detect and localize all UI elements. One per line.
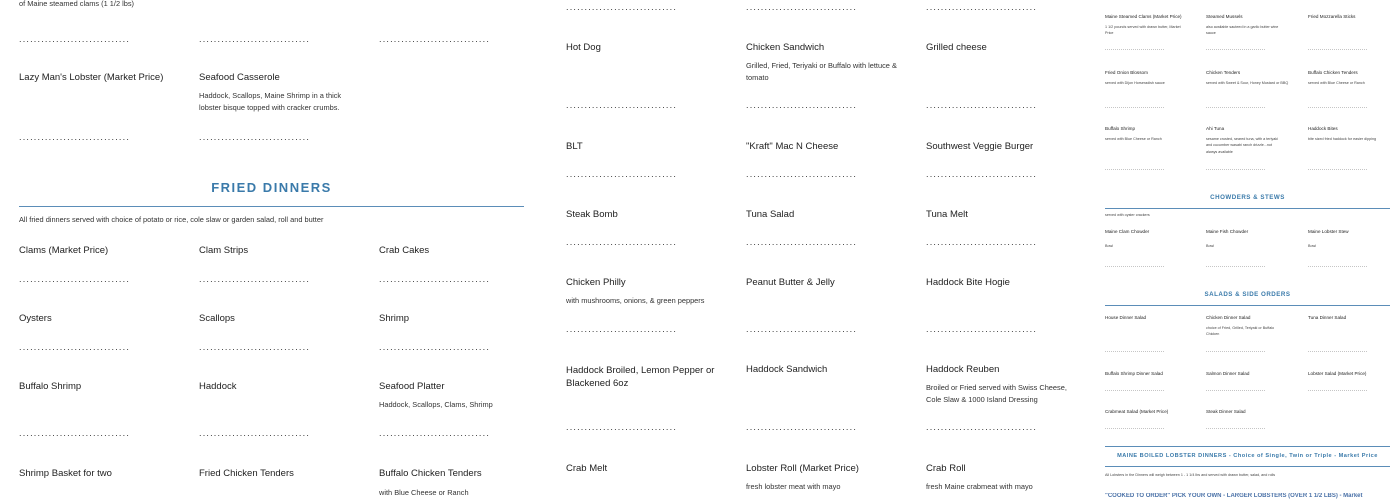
menu-item: Haddock Reuben [926, 364, 1000, 375]
menu-item: Ahi Tuna [1206, 126, 1225, 131]
menu-item-desc: served with Dijon Horseradish sauce [1105, 81, 1165, 85]
dot-leader: .............................. [19, 342, 131, 352]
menu-item: BLT [566, 141, 583, 152]
dot-leader: .............................. [926, 422, 1038, 432]
dot-leader: .............................. [1105, 425, 1165, 431]
menu-item-desc: served with Blue Cheese or Ranch [1308, 81, 1365, 85]
menu-item: Maine Lobster Stew [1308, 229, 1349, 234]
menu-item: Hot Dog [566, 42, 601, 53]
dot-leader: .............................. [926, 169, 1038, 179]
menu-item: Chicken Tenders [1206, 70, 1241, 75]
dot-leader: .............................. [1206, 104, 1266, 110]
dot-leader: .............................. [926, 100, 1038, 110]
section-rule [1105, 466, 1390, 467]
dot-leader: .............................. [379, 274, 491, 284]
menu-item: Crab Roll [926, 463, 966, 474]
section-desc: All Lobsters in the Dinners will weigh between 1 - 1 1/4 lbs and served with drawn butter, salad, and rolls [1105, 473, 1276, 477]
menu-item: Buffalo Shrimp Dinner Salad [1105, 371, 1163, 376]
dot-leader: .............................. [746, 324, 858, 334]
dot-leader: .............................. [379, 428, 491, 438]
section-desc: served with oyster crackers [1105, 213, 1150, 217]
dot-leader: .............................. [566, 422, 678, 432]
menu-item-desc: fresh Maine crabmeat with mayo [926, 482, 1033, 491]
dot-leader: .............................. [926, 237, 1038, 247]
dot-leader: .............................. [1308, 104, 1368, 110]
menu-item-desc: with mushrooms, onions, & green peppers [566, 296, 705, 305]
menu-item: Steamed Mussels [1206, 14, 1243, 19]
dot-leader: .............................. [1308, 387, 1368, 393]
dot-leader: .............................. [199, 274, 311, 284]
dot-leader: .............................. [1308, 46, 1368, 52]
menu-item: Haddock Broiled, Lemon Pepper or Blackened 6oz [566, 365, 715, 390]
menu-item-seafood-casserole: Seafood Casserole [199, 72, 280, 83]
dot-leader: .............................. [746, 422, 858, 432]
menu-item-desc: fresh lobster meat with mayo [746, 482, 841, 491]
menu-item: Haddock Sandwich [746, 364, 828, 375]
menu-item: Buffalo Chicken Tenders [1308, 70, 1358, 75]
menu-item: Peanut Butter & Jelly [746, 277, 835, 288]
dot-leader: .............................. [1206, 166, 1266, 172]
menu-item-desc: served with Blue Cheese or Ranch [1105, 137, 1162, 141]
dot-leader: .............................. [1206, 46, 1266, 52]
dot-leader: .............................. [746, 169, 858, 179]
menu-item: Crabmeat Salad (Market Price) [1105, 409, 1169, 414]
menu-item-desc: Bowl [1105, 244, 1113, 248]
section-title-fried-dinners: FRIED DINNERS [211, 180, 332, 195]
dot-leader: .............................. [1105, 46, 1165, 52]
dot-leader: .............................. [746, 2, 858, 12]
menu-item-desc: also available sauteed in a garlic butter wine sauce [1206, 25, 1279, 36]
menu-item: Lobster Roll (Market Price) [746, 463, 859, 474]
dot-leader: .............................. [1105, 104, 1165, 110]
dot-leader: .............................. [19, 274, 131, 284]
dot-leader: .............................. [1206, 425, 1266, 431]
dot-leader: .............................. [199, 132, 311, 142]
menu-item-desc: 1 1/2 pounds served with drawn butter, Market Price [1105, 25, 1181, 36]
menu-item: Grilled cheese [926, 42, 987, 53]
menu-item-desc: Bowl [1308, 244, 1316, 248]
dot-leader: .............................. [199, 428, 311, 438]
menu-item-desc: Haddock, Scallops, Maine Shrimp in a thick lobster bisque topped with cracker crumbs. [199, 91, 342, 112]
menu-item: Chicken Dinner Salad [1206, 315, 1251, 320]
dot-leader: .............................. [746, 100, 858, 110]
dot-leader: .............................. [1308, 263, 1368, 269]
section-title-lobster-dinners: MAINE BOILED LOBSTER DINNERS - Choice of Single, Twin or Triple - Market Price [1117, 453, 1378, 459]
menu-item: Haddock Bites [1308, 126, 1338, 131]
dot-leader: .............................. [1105, 387, 1165, 393]
dot-leader: .............................. [1206, 348, 1266, 354]
top-item-desc: of Maine steamed clams (1 1/2 lbs) [19, 0, 135, 8]
dot-leader: .............................. [19, 34, 131, 44]
menu-item: Southwest Veggie Burger [926, 141, 1034, 152]
menu-item: Steak Dinner Salad [1206, 409, 1246, 414]
menu-item: Tuna Dinner Salad [1308, 315, 1347, 320]
menu-item: Clam Strips [199, 245, 249, 256]
section-rule [1105, 208, 1390, 209]
dot-leader: .............................. [1105, 263, 1165, 269]
menu-item-desc: choice of Fried, Grilled, Teriyaki or Buffalo Chicken [1206, 326, 1275, 337]
dot-leader: .............................. [19, 428, 131, 438]
dot-leader: .............................. [926, 2, 1038, 12]
dot-leader: .............................. [1308, 166, 1368, 172]
menu-item: Seafood Platter [379, 381, 445, 392]
menu-item: Clams (Market Price) [19, 245, 109, 256]
menu-item: Haddock [199, 381, 237, 392]
dot-leader: .............................. [1206, 263, 1266, 269]
dot-leader: .............................. [379, 342, 491, 352]
menu-item: Maine Clam Chowder [1105, 229, 1150, 234]
menu-item: Haddock Bite Hogie [926, 277, 1010, 288]
dot-leader: .............................. [1105, 348, 1165, 354]
dot-leader: .............................. [746, 237, 858, 247]
menu-item-desc: Broiled or Fried served with Swiss Cheese, Cole Slaw & 1000 Island Dressing [926, 383, 1067, 404]
menu-item: Steak Bomb [566, 209, 618, 220]
menu-item-desc: served with Sweet & Sour, Honey Mustard or BBQ [1206, 81, 1289, 85]
dot-leader: .............................. [566, 324, 678, 334]
dot-leader: .............................. [566, 169, 678, 179]
menu-item: Fried Onion Blossom [1105, 70, 1148, 75]
menu-item: Crab Cakes [379, 245, 430, 256]
menu-item-desc: bite sized fried haddock for easier dipping [1308, 137, 1377, 141]
dot-leader: .............................. [199, 342, 311, 352]
menu-item: Lobster Salad (Market Price) [1308, 371, 1367, 376]
menu-item: Tuna Melt [926, 209, 968, 220]
menu-item-desc: Haddock, Scallops, Clams, Shrimp [379, 400, 493, 409]
dot-leader: .............................. [566, 237, 678, 247]
menu-item-lazy-mans-lobster: Lazy Man's Lobster (Market Price) [19, 72, 164, 83]
menu-item: Buffalo Shrimp [1105, 126, 1136, 131]
section-rule [19, 206, 524, 207]
menu-item: Maine Steamed Clams (Market Price) [1105, 14, 1182, 19]
section-title-salads: SALADS & SIDE ORDERS [1204, 291, 1291, 298]
menu-item-desc: Bowl [1206, 244, 1214, 248]
lobster-cta: "COOKED TO ORDER" PICK YOUR OWN - LARGER LOBSTERS (OVER 1 1/2 LBS) - Market [1105, 493, 1363, 499]
menu-item: Fried Mozzarella Sticks [1308, 14, 1356, 19]
menu-item-desc: Grilled, Fried, Teriyaki or Buffalo with lettuce & tomato [746, 61, 897, 82]
menu-item: Shrimp [379, 313, 410, 324]
menu-item: Oysters [19, 313, 52, 324]
dot-leader: .............................. [566, 2, 678, 12]
dot-leader: .............................. [199, 34, 311, 44]
menu-item: Salmon Dinner Salad [1206, 371, 1250, 376]
dot-leader: .............................. [1308, 348, 1368, 354]
menu-item: Maine Fish Chowder [1206, 229, 1249, 234]
menu-item: Buffalo Shrimp [19, 381, 82, 392]
menu-item: Fried Chicken Tenders [199, 468, 294, 479]
menu-item: Chicken Sandwich [746, 42, 825, 53]
dot-leader: .............................. [19, 132, 131, 142]
dot-leader: .............................. [379, 34, 491, 44]
menu-item: Tuna Salad [746, 209, 795, 220]
menu-item: Chicken Philly [566, 277, 626, 288]
menu-item: House Dinner Salad [1105, 315, 1147, 320]
section-desc: All fried dinners served with choice of potato or rice, cole slaw or garden salad, roll and butter [19, 215, 324, 224]
section-title-chowders: CHOWDERS & STEWS [1210, 194, 1285, 201]
menu-item: Scallops [199, 313, 235, 324]
section-rule [1105, 305, 1390, 306]
dot-leader: .............................. [1206, 387, 1266, 393]
menu-item-desc: sesame crusted, seared tuna, with a teriyaki and cucumber wasabi ranch drizzle...not always available [1206, 137, 1278, 154]
dot-leader: .............................. [566, 100, 678, 110]
menu-item: "Kraft" Mac N Cheese [746, 141, 839, 152]
section-rule [1105, 446, 1390, 447]
dot-leader: .............................. [926, 324, 1038, 334]
menu-item-desc: with Blue Cheese or Ranch [379, 488, 469, 497]
dot-leader: .............................. [1105, 166, 1165, 172]
menu-item: Shrimp Basket for two [19, 468, 112, 479]
menu-item: Buffalo Chicken Tenders [379, 468, 482, 479]
menu-item: Crab Melt [566, 463, 608, 474]
